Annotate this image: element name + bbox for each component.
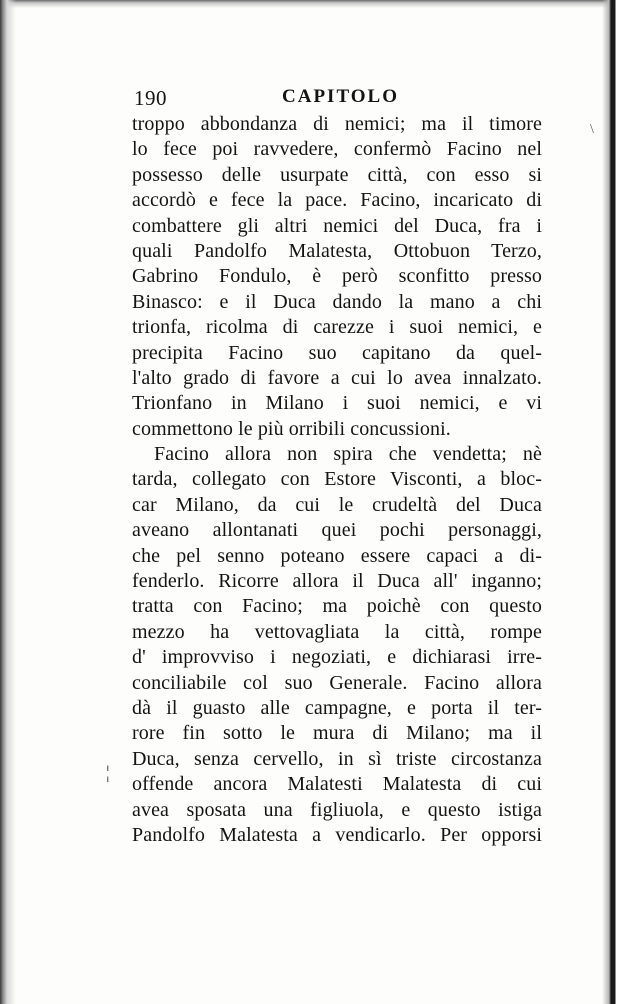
text-line: tratta con Facino; ma poichè con questo (132, 595, 542, 618)
page-number: 190 (134, 86, 167, 110)
binding-shadow-left (0, 0, 16, 1004)
text-line: tarda, collegato con Estore Visconti, a bloc- (132, 468, 542, 491)
text-line: l'alto grado di favore a cui lo avea innalzato. (132, 366, 542, 389)
paragraph-end-line: commettono le più orribili concussioni. (132, 417, 451, 440)
text-line: che pel senno poteano essere capaci a di- (132, 544, 542, 567)
text-line: quali Pandolfo Malatesta, Ottobuon Terzo, (132, 239, 542, 262)
text-line: aveano allontanati quei pochi personaggi, (132, 519, 542, 542)
text-line: conciliabile col suo Generale. Facino allora (132, 671, 542, 694)
text-line: trionfa, ricolma di carezze i suoi nemici, e (132, 316, 542, 339)
paragraph-start-line: Facino allora non spira che vendetta; nè (154, 443, 542, 466)
text-line: accordò e fece la pace. Facino, incaricato di (132, 189, 542, 212)
text-line: Gabrino Fondulo, è però sconfitto presso (132, 265, 542, 288)
text-line: Pandolfo Malatesta a vendicarlo. Per opporsi (132, 823, 542, 846)
text-line: rore fin sotto le mura di Milano; ma il (132, 722, 542, 745)
text-line: avea sposata una figliuola, e questo istiga (132, 798, 542, 821)
text-line: dà il guasto alle campagne, e porta il ter- (132, 696, 542, 719)
text-line: d' improvviso i negoziati, e dichiarasi irre- (132, 646, 542, 669)
page-edge-right (602, 0, 624, 1004)
text-line: troppo abbondanza di nemici; ma il timore (132, 113, 542, 135)
running-head: CAPITOLO (282, 86, 400, 107)
text-line: possesso delle usurpate città, con esso si (132, 163, 542, 186)
text-line: car Milano, da cui le crudeltà del Duca (132, 493, 542, 516)
text-line: Binasco: e il Duca dando la mano a chi (132, 290, 542, 313)
page-header (134, 86, 544, 112)
text-line: mezzo ha vettovagliata la città, rompe (132, 620, 542, 643)
page-top-shadow (0, 0, 624, 8)
text-line: fenderlo. Ricorre allora il Duca all' inganno; (132, 570, 542, 593)
text-line: Trionfano in Milano i suoi nemici, e vi (132, 392, 542, 415)
stray-ink-mark: \ (590, 122, 594, 137)
text-line: offende ancora Malatesti Malatesta di cui (132, 773, 542, 796)
text-line: Duca, senza cervello, in sì triste circostanza (132, 747, 542, 770)
text-line: lo fece poi ravvedere, confermò Facino nel (132, 138, 542, 161)
margin-mark: ¦ (106, 762, 110, 782)
body-text (132, 112, 542, 848)
text-line: combattere gli altri nemici del Duca, fra i (132, 214, 542, 237)
text-line: precipita Facino suo capitano da quel- (132, 341, 542, 364)
